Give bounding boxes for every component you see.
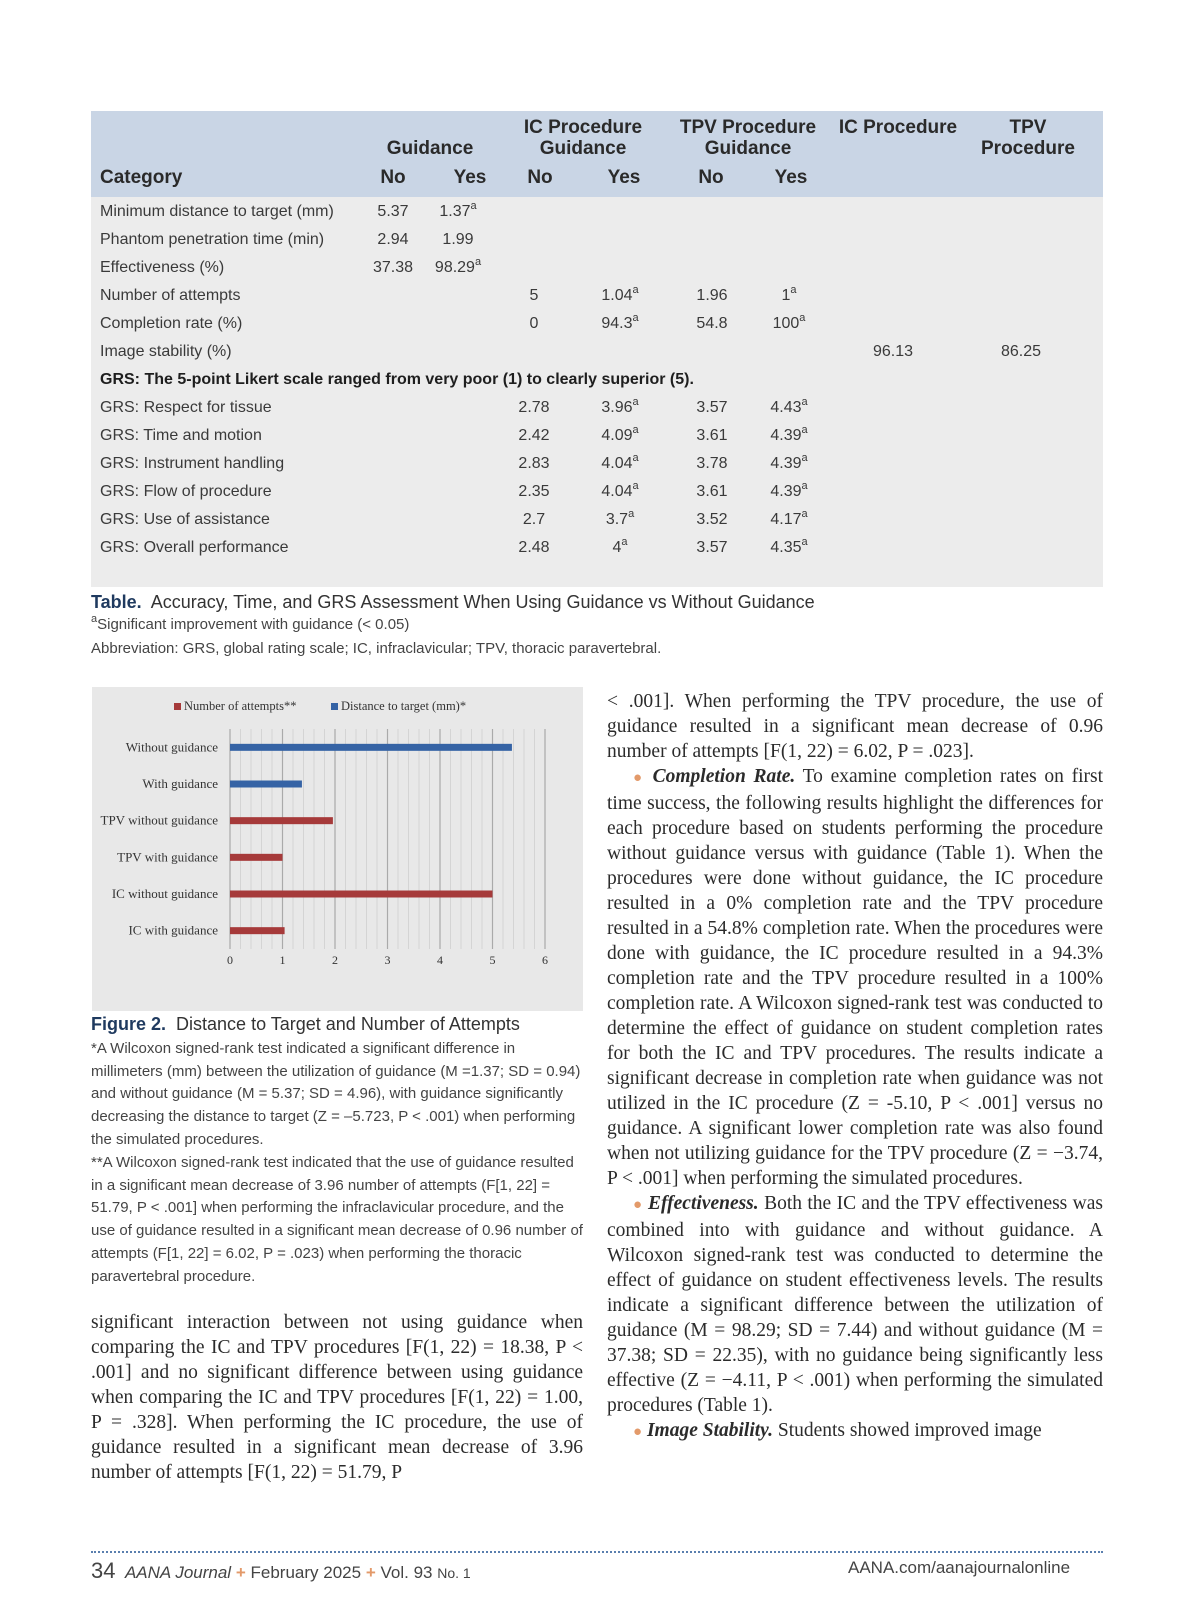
table-footnote: $^a$Significant improvement with guidance (< 0.05) [91, 613, 410, 633]
table-cell: 3.61 [696, 483, 728, 500]
bar-tpv-with-guidance [230, 854, 283, 861]
significance-mark: a [632, 312, 639, 324]
table-cell: 2.7 [522, 511, 546, 528]
table-cell: 3.61 [696, 427, 728, 444]
journal-name: AANA Journal [124, 1563, 232, 1582]
table-cell: 0 [529, 315, 539, 332]
table-row-label: Phantom penetration time (min) [100, 231, 325, 248]
table-cell: 4.39$^a$ [770, 424, 808, 444]
legend-label: Number of attempts** [184, 699, 297, 713]
header-tpv-procedure: TPV Procedure [981, 117, 1075, 159]
table-row-label: GRS: Flow of procedure [100, 483, 272, 500]
table-cell: 4.09$^a$ [601, 424, 639, 444]
table-cell: 4.04$^a$ [601, 452, 639, 472]
table-cell: 1.04$^a$ [601, 284, 639, 304]
paragraph-effectiveness: ● Effectiveness. Both the IC and the TPV effectiveness was combined into with guidance and without guidance. A Wilcoxon signed-rank test was conducted to determine the effect of guidance on student effectiveness levels. The results indicate a significant difference between the utilization of guidance (M = 98.29; SD = 7.44) and without guidance (M = 37.38; SD = 22.35), with no guidance being significantly less effective (Z = −4.11, P < .001) when performing the simulated procedures (Table 1). [607, 1193, 1104, 1416]
significance-mark: a [621, 536, 628, 548]
table-cell: 37.38 [372, 259, 414, 276]
y-tick-label: IC without guidance [111, 886, 218, 901]
table-row-label: GRS: Time and motion [100, 427, 262, 444]
table-cell: 4.04$^a$ [601, 480, 639, 500]
figure-note-2: **A Wilcoxon signed-rank test indicated that the use of guidance resulted in a significant mean decrease of 3.96 number of attempts (F[1, 22] = 51.79, P < .001] when performing the infraclavicular procedure, and the use of guidance resulted in a significant mean decrease of 0.96 number of attempts (F[1, 22] = 6.02, P = .023) when performing the thoracic paravertebral procedure. [91, 1154, 583, 1285]
figure-2-chart [92, 687, 583, 1011]
significance-mark: a [470, 200, 477, 212]
y-tick-label: Without guidance [125, 739, 218, 755]
table-cell: 86.25 [1000, 343, 1042, 360]
chart-svg [92, 687, 583, 1011]
header-no: No [527, 167, 553, 188]
significance-mark: a [474, 256, 482, 268]
footer-left: 34 AANA Journal + February 2025 + Vol. 93 No. 1 [91, 1558, 471, 1583]
left-column-text: significant interaction between not using guidance when comparing the IC and TPV procedures [F(1, 22) = 18.38, P < .001] and no significant difference between using guidance when comparing the IC and TPV procedures [F(1, 22) = 1.00, P = .328]. When performing the IC procedure, the use of guidance resulted in a significant mean decrease of 3.96 number of attempts [F(1, 22) = 51.79, P [91, 1312, 583, 1483]
table-title: Accuracy, Time, and GRS Assessment When Using Guidance vs Without Guidance [150, 592, 815, 612]
significance-mark: a [628, 508, 635, 520]
legend-label: Distance to target (mm)* [341, 699, 467, 713]
table-cell: 54.8 [696, 315, 728, 332]
bar-ic-without-guidance [230, 891, 493, 898]
x-tick-label: 4 [437, 953, 443, 967]
table-cell: 3.78 [696, 455, 728, 472]
table-row-label: Image stability (%) [100, 343, 232, 360]
y-tick-label: With guidance [142, 776, 218, 791]
table-cell: 4$^a$ [612, 536, 628, 556]
right-column-text [607, 689, 1103, 1445]
y-tick-label: TPV with guidance [117, 849, 218, 865]
header-yes: Yes [453, 167, 487, 188]
table-cell: 4.35$^a$ [770, 536, 808, 556]
table-cell: 96.13 [872, 343, 914, 360]
table-row-label: GRS: Overall performance [100, 539, 289, 556]
header-yes: Yes [607, 167, 641, 188]
significance-mark: a [801, 452, 808, 464]
table-cell: 2.35 [518, 483, 550, 500]
table-cell: 98.29$^a$ [434, 256, 482, 276]
table-cell: 2.48 [518, 539, 550, 556]
paragraph-1: < .001]. When performing the TPV procedure, the use of guidance resulted in a significant mean decrease of 0.96 number of attempts [F(1, 22) = 6.02, P = .023]. [607, 691, 1103, 762]
page-number: 34 [91, 1558, 116, 1583]
footer-divider [91, 1551, 1103, 1553]
y-tick-label: TPV without guidance [100, 812, 218, 828]
x-tick-label: 5 [489, 953, 496, 967]
table-cell: 4.43$^a$ [770, 396, 808, 416]
table-cell: 1.37$^a$ [439, 200, 477, 220]
significance-mark: a [801, 536, 808, 548]
table-cell: 2.94 [377, 231, 409, 248]
significance-mark: a [632, 396, 639, 408]
table-cell: 2.83 [518, 455, 550, 472]
table-cell: 5 [529, 287, 539, 304]
table-row-label: Number of attempts [100, 287, 241, 304]
x-tick-label: 0 [227, 953, 233, 967]
significance-mark: a [632, 480, 639, 492]
significance-mark: a [801, 396, 808, 408]
table-cell: 4.39$^a$ [770, 452, 808, 472]
significance-mark: a [632, 452, 639, 464]
table-cell: 4.17$^a$ [770, 508, 808, 528]
table-abbreviation: Abbreviation: GRS, global rating scale; IC, infraclavicular; TPV, thoracic paravertebral. [91, 640, 662, 657]
bar-ic-with-guidance [230, 927, 285, 934]
x-tick-label: 3 [384, 953, 391, 967]
table-cell: 100$^a$ [772, 312, 806, 332]
y-tick-label: IC with guidance [128, 922, 218, 938]
table-cell: 3.7$^a$ [605, 508, 635, 528]
bar-without-guidance [230, 744, 512, 751]
header-yes: Yes [774, 167, 808, 188]
header-ic-guidance: IC Procedure Guidance [523, 117, 643, 159]
grs-heading: GRS: The 5-point Likert scale ranged from very poor (1) to clearly superior (5). [100, 371, 694, 388]
table-label: Table. [91, 592, 142, 612]
significance-mark: a [801, 480, 808, 492]
bar-with-guidance [230, 781, 302, 788]
x-tick-label: 1 [279, 953, 286, 967]
figure-caption: Figure 2. Distance to Target and Number of Attempts [91, 1014, 520, 1034]
table-cell: 3.57 [696, 539, 728, 556]
table-row-label: GRS: Use of assistance [100, 511, 270, 528]
journal-url[interactable]: AANA.com/aanajournalonline [848, 1558, 1071, 1577]
table-row-label: Effectiveness (%) [100, 259, 225, 276]
table-caption [91, 592, 815, 613]
table-cell: 2.42 [518, 427, 550, 444]
table-row-label: GRS: Instrument handling [100, 455, 285, 472]
table-row-label: Minimum distance to target (mm) [100, 203, 334, 220]
legend-swatch [331, 703, 338, 710]
table-cell: 94.3$^a$ [601, 312, 639, 332]
table-cell: 5.37 [377, 203, 409, 220]
paragraph-completion: ● Completion Rate. To examine completion rates on first time success, the following results highlight the differences for each procedure based on students performing the procedure without guidance versus with guidance (Table 1). When the procedures were done without guidance, the IC procedure resulted in a 0% completion rate and the TPV procedure resulted in a 54.8% completion rate. When the procedures were done with guidance, the IC procedure resulted in a 94.3% completion rate and the TPV procedure resulted in a 100% completion rate. A Wilcoxon signed-rank test was conducted to determine the effect of guidance on student completion rates for both the IC and TPV procedures. The results indicate a significant decrease in completion rate when guidance was not utilized in the IC procedure (Z = -5.10, P < .001] versus no guidance. A significant lower completion rate was also found when not utilizing guidance for the TPV procedure (Z = −3.74, P < .001] when performing the simulated procedures. [607, 766, 1103, 1189]
table-cell: 3.57 [696, 399, 728, 416]
table-cell: 3.96$^a$ [601, 396, 639, 416]
significance-mark: a [801, 424, 808, 436]
header-no: No [698, 167, 724, 188]
table-cell: 2.78 [518, 399, 550, 416]
header-ic-procedure: IC Procedure [838, 117, 958, 138]
header-guidance: Guidance [386, 138, 474, 159]
table-cell: 4.39$^a$ [770, 480, 808, 500]
table-row-label: Completion rate (%) [100, 315, 243, 332]
legend-swatch [174, 703, 181, 710]
significance-mark: a [799, 312, 806, 324]
significance-mark: a [632, 424, 639, 436]
x-tick-label: 6 [542, 953, 548, 967]
significance-mark: a [801, 508, 808, 520]
table-cell: 3.52 [696, 511, 728, 528]
x-tick-label: 2 [332, 953, 338, 967]
significance-mark: a [632, 284, 639, 296]
table-row-label: GRS: Respect for tissue [100, 399, 272, 416]
header-no: No [380, 167, 406, 188]
table-cell: 1.96 [696, 287, 728, 304]
header-tpv-guidance: TPV Procedure Guidance [679, 117, 817, 159]
header-category: Category [100, 167, 183, 188]
significance-mark: a [790, 284, 797, 296]
figure-note-1: *A Wilcoxon signed-rank test indicated a significant difference in millimeters (mm) between the utilization of guidance (M =1.37; SD = 0.94) and without guidance (M = 5.37; SD = 4.96), with guidance significantly decreasing the distance to target (Z = –5.723, P < .001) when performing the simulated procedures. [91, 1040, 581, 1148]
table-cell: 1$^a$ [781, 284, 797, 304]
bar-tpv-without-guidance [230, 817, 333, 824]
table-cell: 1.99 [442, 231, 474, 248]
paragraph-image-stability: ● Image Stability. Students showed improved image [633, 1420, 1042, 1441]
